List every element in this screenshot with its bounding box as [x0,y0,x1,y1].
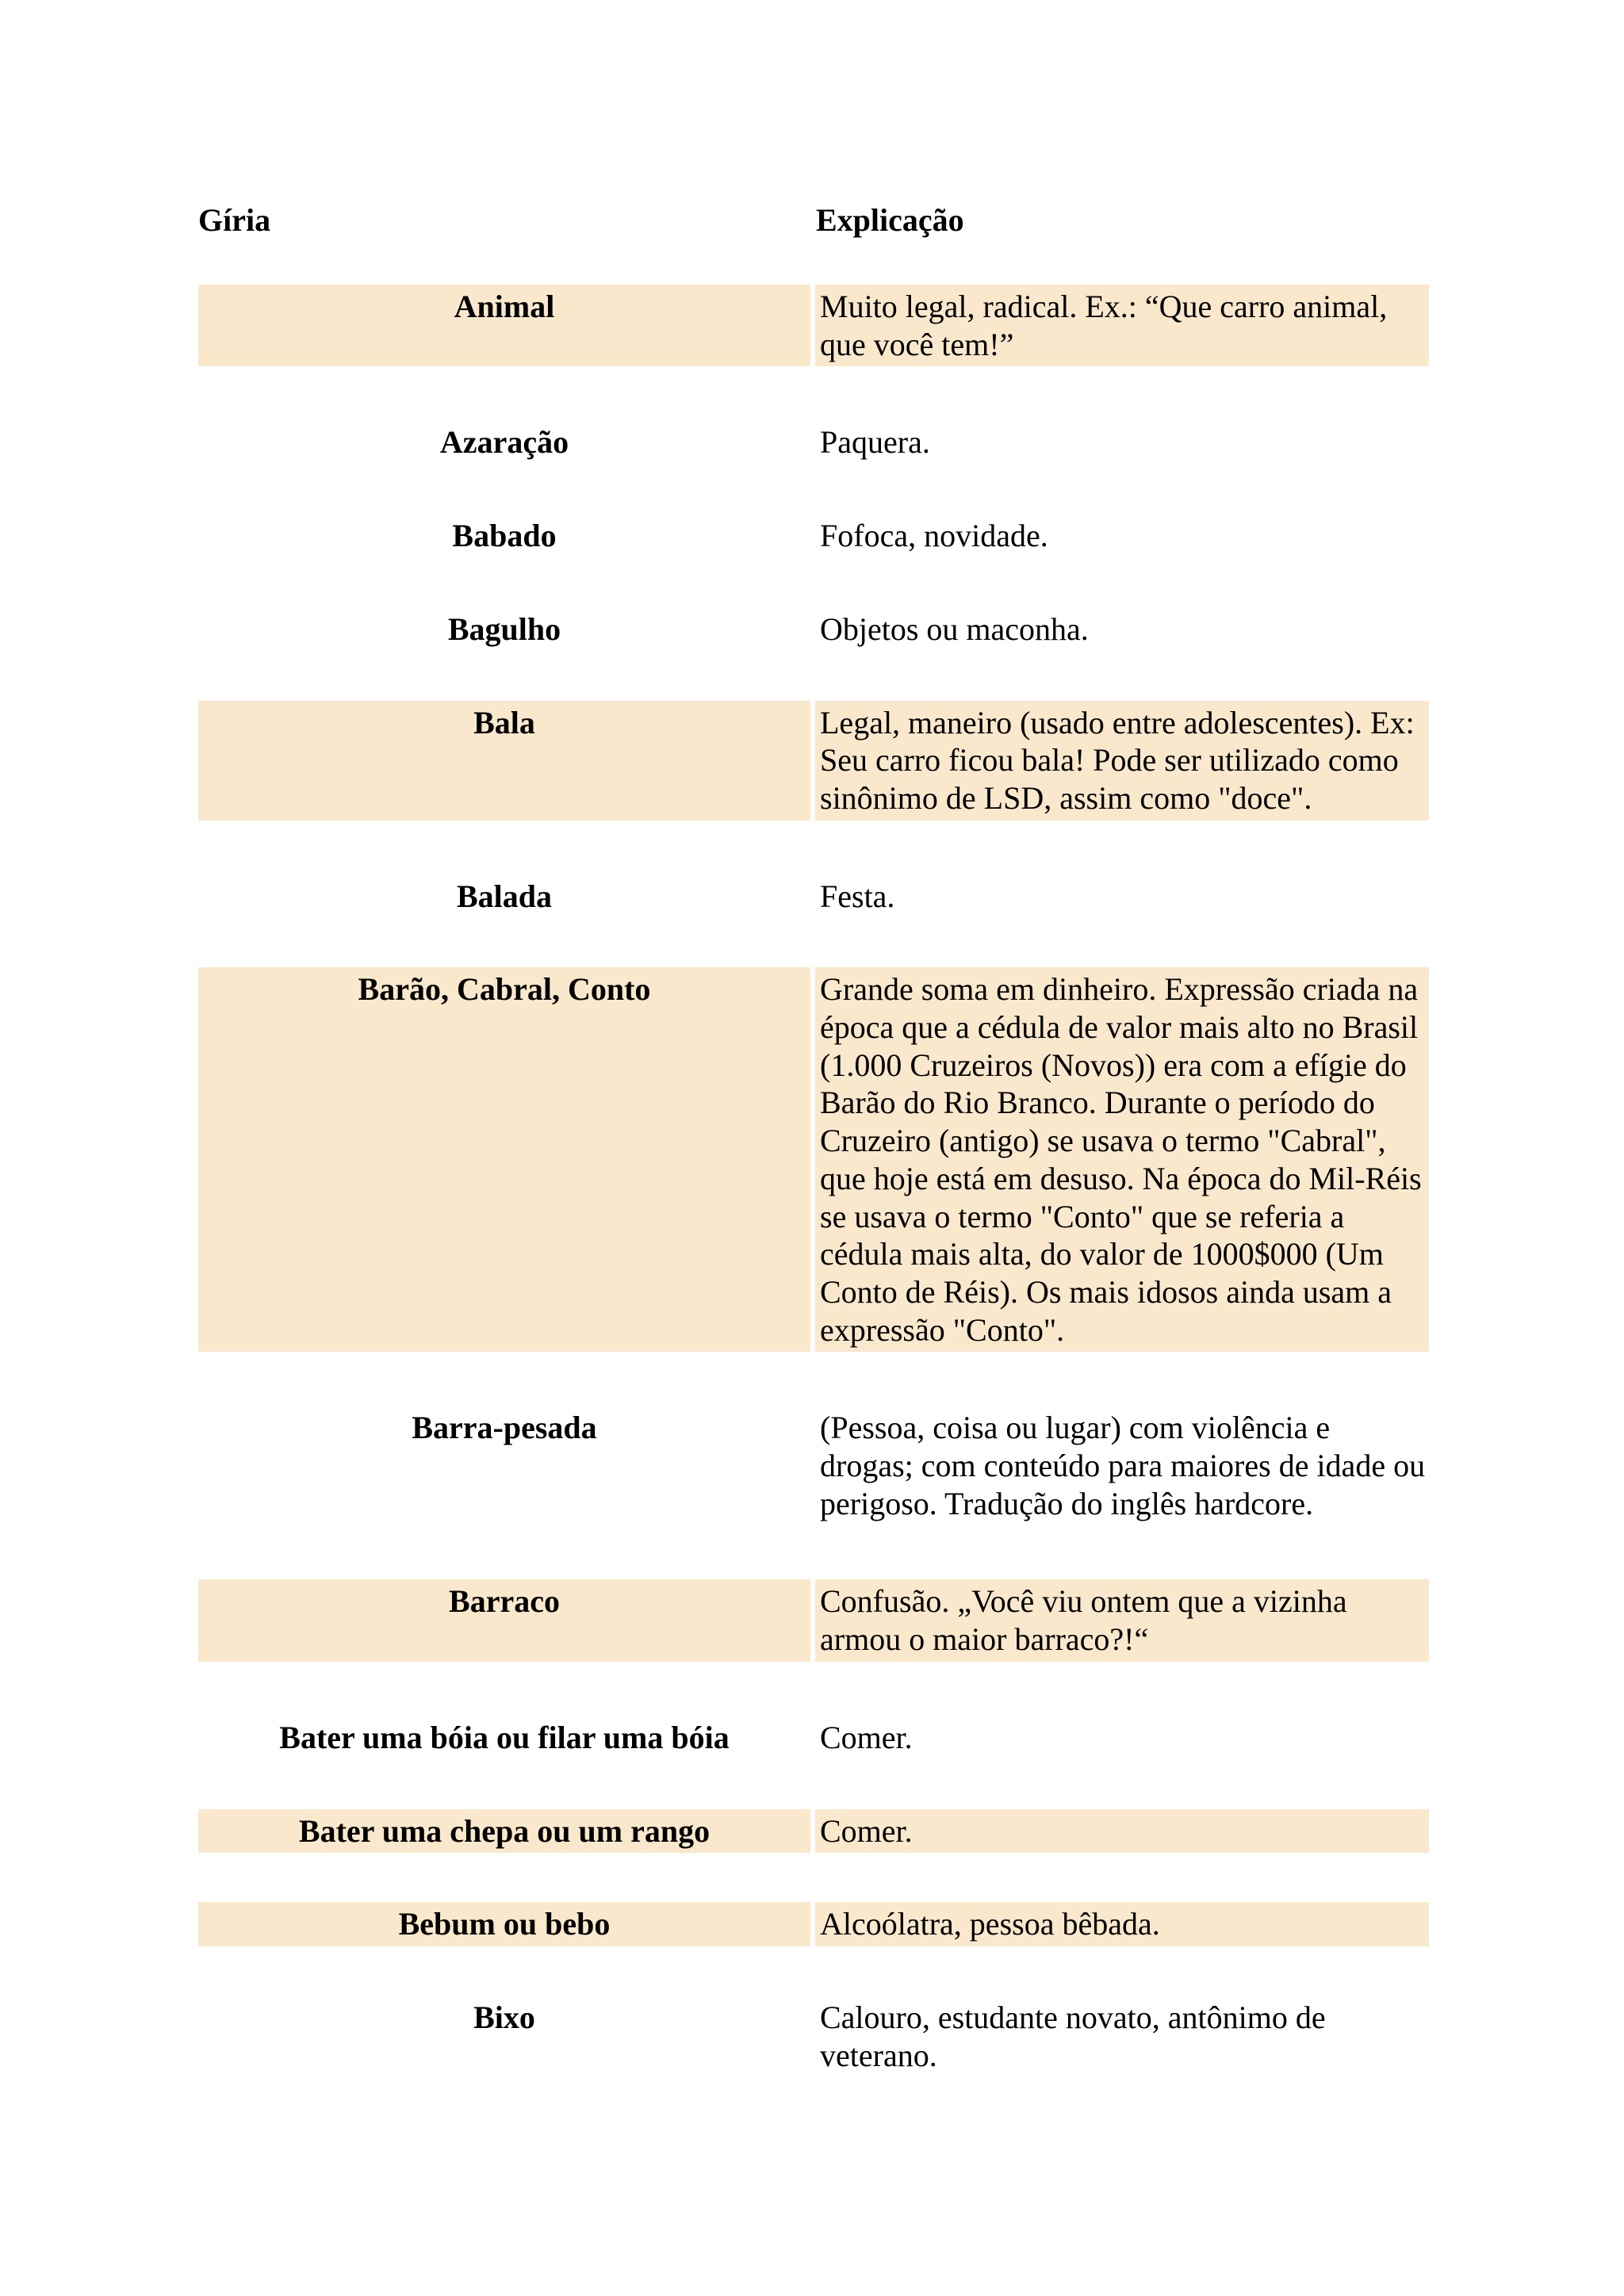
term-cell: Barraco [198,1579,810,1661]
term-cell: Bebum ou bebo [198,1902,810,1946]
term-cell: Barão, Cabral, Conto [198,967,810,1352]
term-cell: Animal [198,285,810,366]
table-row [198,607,1429,652]
table-row [198,514,1429,558]
table-row [198,967,1429,1352]
table-row [198,1809,1429,1854]
explanation-cell: Legal, maneiro (usado entre adolescentes). Ex: Seu carro ficou bala! Pode ser utilizado como sinônimo de LSD, assim como "doce". [815,701,1429,821]
term-cell: Bagulho [447,610,561,647]
explanation-cell: (Pessoa, coisa ou lugar) com violência e drogas; com conteúdo para maiores de idade ou perigoso. Tradução do inglês hardcore. [820,1410,1426,1521]
glossary-table [198,285,1429,2077]
term-cell: Bater uma chepa ou um rango [198,1809,810,1854]
explanation-cell: Alcoólatra, pessoa bêbada. [815,1902,1429,1946]
table-row [198,701,1429,821]
explanation-cell: Fofoca, novidade. [820,518,1048,554]
table-row [198,1406,1429,1525]
term-cell: Babado [452,518,557,554]
explanation-cell: Calouro, estudante novato, antônimo de veterano. [820,1999,1326,2073]
explanation-cell: Comer. [820,1719,913,1755]
explanation-cell: Muito legal, radical. Ex.: “Que carro animal, que você tem!” [815,285,1429,366]
explanation-cell: Comer. [815,1809,1429,1854]
term-cell: Bala [198,701,810,821]
explanation-cell: Grande soma em dinheiro. Expressão criada na época que a cédula de valor mais alto no Brasil (1.000 Cruzeiros (Novos)) era com a efígie do Barão do Rio Branco. Durante o período do Cruzeiro (antigo) se usava o termo "Cabral", que hoje está em desuso. Na época do Mil-Réis se usava o termo "Conto" que se referia a cédula mais alta, do valor de 1000$000 (Um Conto de Réis). Os mais idosos ainda usam a expressão "Conto". [815,967,1429,1352]
table-row [198,874,1429,919]
table-row [198,1996,1429,2077]
table-row [198,285,1429,366]
explanation-cell: Festa. [820,878,895,914]
table-row [198,1579,1429,1661]
table-row [198,1716,1429,1760]
term-cell: Bixo [473,1999,535,2035]
header-term: Gíria [198,202,271,238]
table-row [198,420,1429,465]
term-cell: Azaração [439,424,569,461]
table-header [198,197,1429,244]
header-explanation: Explicação [816,202,964,238]
term-cell: Bater uma bóia ou filar uma bóia [279,1719,730,1755]
term-cell: Balada [456,878,553,914]
table-row [198,1902,1429,1946]
slang-glossary [198,197,1429,2131]
explanation-cell: Objetos ou maconha. [820,610,1089,647]
term-cell: Barra-pesada [412,1410,597,1446]
explanation-cell: Confusão. „Você viu ontem que a vizinha armou o maior barraco?!“ [815,1579,1429,1661]
explanation-cell: Paquera. [820,424,930,461]
